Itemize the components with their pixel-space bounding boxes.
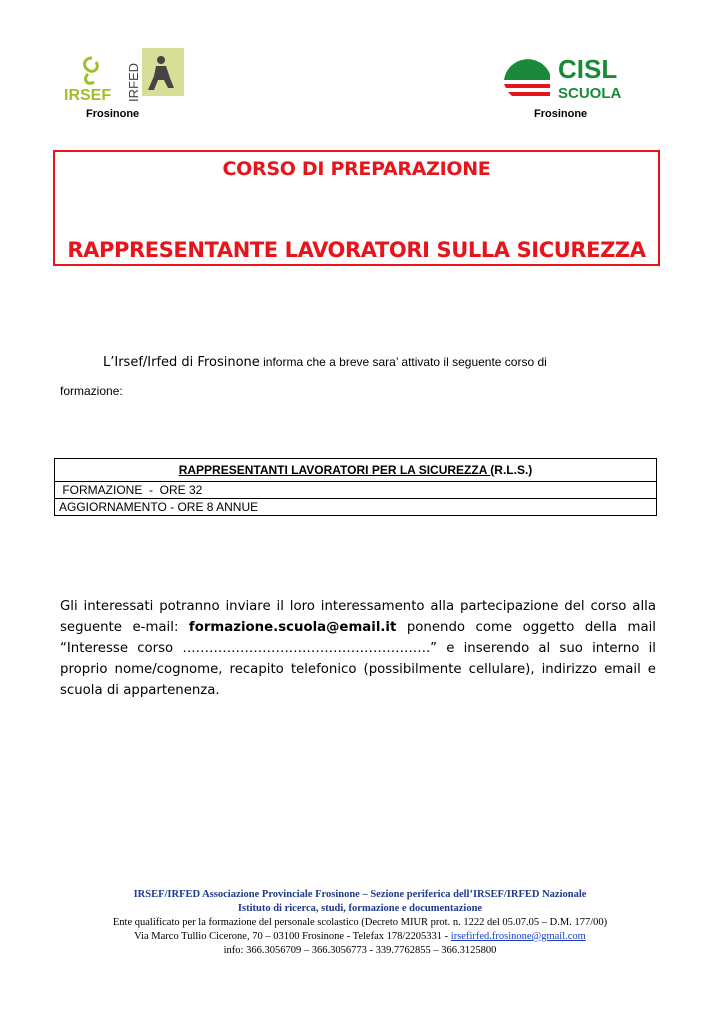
course-table-header-title: RAPPRESENTANTI LAVORATORI PER LA SICUREZZA bbox=[178, 463, 491, 477]
footer-phones: info: 366.3056709 – 366.3056773 - 339.7762855 – 366.3125800 bbox=[223, 945, 497, 956]
table-row bbox=[55, 482, 657, 499]
irfed-logo-text: IRFED bbox=[126, 63, 141, 102]
course-type-title: CORSO DI PREPARAZIONE bbox=[222, 158, 491, 180]
cisl-scuola-logo bbox=[500, 48, 640, 102]
cisl-logo-text: CISL bbox=[558, 54, 618, 84]
intro-lead: L’Irsef/Irfed di Frosinone bbox=[103, 355, 260, 370]
course-table-header-cell bbox=[55, 459, 657, 482]
instructions-part-2: ponendo come oggetto della mail “Interesse corso ………………………………………………..” e inserendo al suo interno il proprio nome/cognome, recapito telefonico (possibilmente cellulare), indirizzo email e scuola di appartenenza. bbox=[60, 620, 656, 698]
intro-line-2: formazione: bbox=[60, 384, 123, 398]
left-city-label: Frosinone bbox=[86, 108, 140, 120]
irsef-swirl-icon bbox=[85, 58, 98, 83]
footer-address-line bbox=[40, 930, 680, 944]
footer-institute: Istituto di ricerca, studi, formazione e documentazione bbox=[237, 903, 483, 914]
course-table bbox=[54, 458, 657, 516]
right-city-label: Frosinone bbox=[534, 108, 588, 120]
table-row bbox=[55, 499, 657, 516]
irsef-logo-text: IRSEF bbox=[64, 87, 112, 104]
footer-email-link[interactable]: irsefirfed.frosinone@gmail.com bbox=[450, 931, 586, 942]
cisl-emblem-icon bbox=[504, 59, 550, 96]
footer bbox=[40, 888, 680, 958]
irsef-irfed-logo bbox=[62, 44, 186, 104]
course-table-header-row bbox=[55, 459, 657, 482]
footer-association: IRSEF/IRFED Associazione Provinciale Frosinone – Sezione periferica dell’IRSEF/IRFED Nazionale bbox=[133, 889, 587, 900]
footer-address: Via Marco Tullio Cicerone, 70 – 03100 Frosinone - Telefax 178/2205331 - bbox=[134, 931, 451, 942]
intro-line-1 bbox=[103, 354, 547, 370]
course-training-hours: FORMAZIONE - ORE 32 bbox=[55, 482, 657, 499]
instructions-paragraph bbox=[60, 596, 656, 701]
intro-rest: informa che a breve sara’ attivato il seguente corso di bbox=[259, 355, 547, 369]
footer-accreditation: Ente qualificato per la formazione del personale scolastico (Decreto MIUR prot. n. 1222 del 05.07.05 – D.M. 177/00) bbox=[112, 917, 608, 928]
course-table-header-abbrev: (R.L.S.) bbox=[490, 463, 533, 477]
scuola-logo-text: SCUOLA bbox=[558, 85, 622, 102]
course-update-hours: AGGIORNAMENTO - ORE 8 ANNUE bbox=[55, 499, 657, 516]
instructions-part-1: Gli interessati potranno inviare il loro interessamento alla partecipazione del corso alla seguente e-mail: bbox=[60, 599, 656, 635]
contact-email: formazione.scuola@email.it bbox=[188, 620, 397, 635]
course-name-title: RAPPRESENTANTE LAVORATORI SULLA SICUREZZA bbox=[67, 238, 646, 262]
